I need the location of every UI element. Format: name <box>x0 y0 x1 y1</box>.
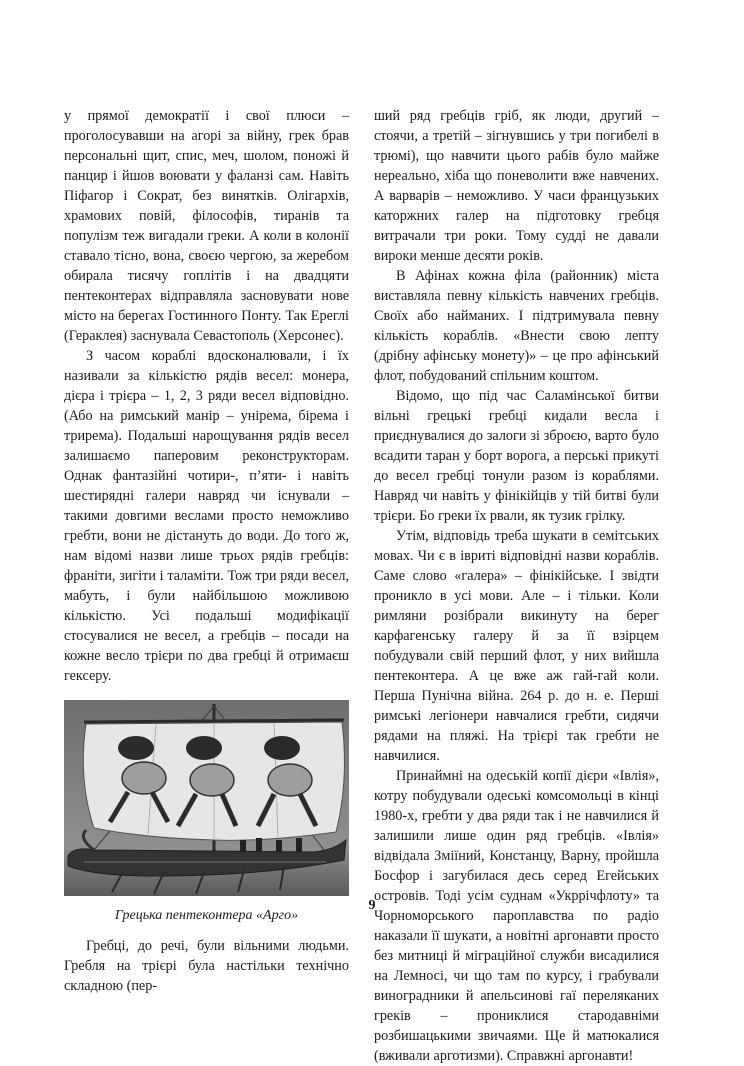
paragraph: З часом кораблі вдосконалювали, і їх називали за кількістю рядів весел: монера, дієра і трієра – 1, 2, 3 ряди весел відповідно. (Або на римський манір – унірема, бірема і трирема). Подальші нарощування рядів весел залишаємо паперовим реконструкторам. Однак фантазійні чотири-, п’яти- і навіть шестирядні галери навряд чи існували – такими довгими веслами просто неможливо гребти, вони не дістануть до води. До того ж, нам відомі назви лише трьох рядів гребців: франіти, зигіти і таламіти. Тож три ряди весел, мабуть, і були найбільшою можливою кількістю. Усі подальші модифікації стосувалися не весел, а гребців – посади на кожне весло трієри по два гребці й отримаєш гексеру. <box>64 348 349 684</box>
paragraph: у прямої демократії і свої плюси – проголосувавши на агорі за війну, грек брав персональні щит, спис, меч, шолом, поножі й панцир і йшов воювати у фаланзі сам. Навіть Піфагор і Сократ, без винятків. Олігархів, храмових повій, філософів, тиранів та популізм теж вигадали греки. А коли в колонії ставало тісно, вона, своєю чергою, за жеребом обирала тисячу гоплітів і на двадцяти пентеконтерах відправляла засновувати нове місто на берегах Гостинного Понту. Так Ереглі (Гераклея) заснувала Севастополь (Херсонес). <box>64 108 349 344</box>
paragraph: Гребці, до речі, були вільними людьми. Гребля на трієрі була настільки технічно складною (пер- <box>64 938 349 994</box>
paragraph: Відомо, що під час Саламінської битви вільні грецькі гребці кидали весла і приєднувалися до залоги зі зброєю, варто було всадити таран у борт ворога, а перські прикуті до весел гребці тонули разом із кораблями. Навряд чи навіть у фінікійців у тій битві були трієри. Бо греки їх рвали, як тузик грілку. <box>374 388 659 524</box>
page-number: 9 <box>368 898 376 913</box>
paragraph: В Афінах кожна філа (районник) міста виставляла певну кількість навчених гребців. Своїх або найманих. І підтримувала певну кількість кораблів. «Внести свою лепту (дрібну афінську монету)» – це про афінський флот, побудований спільним коштом. <box>374 268 659 384</box>
paragraph: Утім, відповідь треба шукати в семітських мовах. Чи є в івриті відповідні назви кораблів. Саме слово «галера» – фінікійське. І звідти проникло в усі мови. Але – і тільки. Коли римляни розібрали викинуту на берег карфагенську галеру й за її взірцем побудували свій перший флот, у них вийшла пентеконтера. А це вже аж гай-гай коли. Перша Пунічна війна. 264 р. до н. е. Перші римські легіонери навчалися гребти, сидячи рядами на пляжі. На трієрі так гребти не навчилися. <box>374 528 659 764</box>
paragraph: Принаймні на одеській копії дієри «Івлія», котру побудували одеські комсомольці в кінці 1980-х, гребти у два ряди так і не навчилися й залишили лише один ряд гребців. «Івлія» відвідала Зміїний, Констанцу, Варну, пройшла Босфор і загубилася десь серед Егейських островів. Тоді усім суднам «Укррічфлоту» та Чорноморського пароплавства по радіо наказали її шукати, а новітні аргонавти просто без митниці й міграційної служби висадилися на Лемносі, чи що там по курсу, і грабували виноградники й апельсинові гаї переляканих греків – прониклися стародавніми розбишацькими звичаями. Ще й матюкалися (вживали арготизми). Справжні аргонавти! <box>374 768 659 1064</box>
left-column <box>64 106 349 996</box>
ship-photo <box>64 700 349 896</box>
right-column <box>374 106 659 1066</box>
figure-caption: Грецька пентеконтера «Арго» <box>114 908 299 923</box>
pentekontera-ship-illustration <box>64 700 349 896</box>
paragraph: ший ряд гребців гріб, як люди, другий – стоячи, а третій – зігнувшись у три погибелі в трюмі), що навчити цього рабів було майже нереально, хіба що поневолити вже навчених. А варварів – неможливо. У часи французьких каторжних галер на підготовку гребця витрачали три роки. Тому судді не давали вироки менше десяти років. <box>374 108 659 264</box>
